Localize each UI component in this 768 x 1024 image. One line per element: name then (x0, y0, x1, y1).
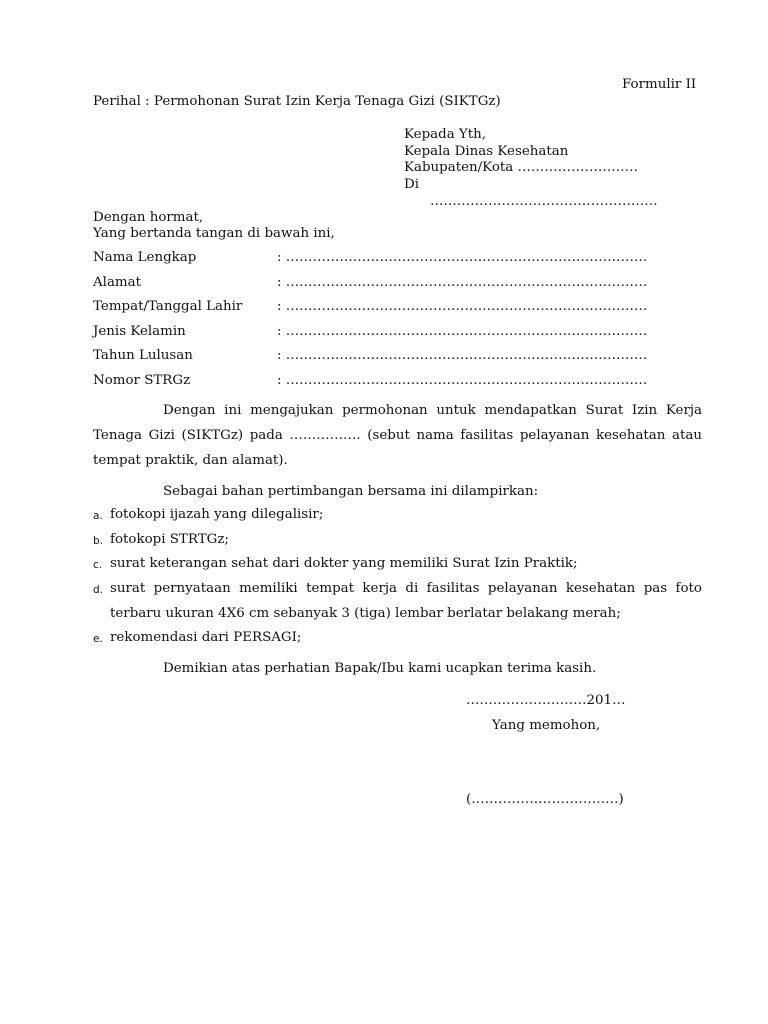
list-item-text: surat keterangan sehat dari dokter yang memiliki Surat Izin Praktik; (110, 556, 578, 571)
undersigned-intro: Yang bertanda tangan di bawah ini, (93, 226, 335, 241)
applicant-label: Yang memohon, (492, 718, 601, 733)
addressee-office: Kepala Dinas Kesehatan (404, 144, 569, 159)
list-item-text: fotokopi ijazah yang dilegalisir; (110, 507, 324, 522)
attachments-intro: Sebagai bahan pertimbangan bersama ini dilampirkan: (163, 484, 539, 499)
request-paragraph: Dengan ini mengajukan permohonan untuk mendapatkan Surat Izin Kerja Tenaga Gizi (SIKTGz) pada ……………. (sebut nama fasilitas pelayanan kesehatan atau tempat praktik, dan alamat). (93, 403, 702, 468)
field-blank: : ……………………………………………………………………… (277, 299, 648, 314)
addressee-city: Kabupaten/Kota ……………………… (404, 160, 639, 175)
closing-thanks: Demikian atas perhatian Bapak/Ibu kami ucapkan terima kasih. (163, 661, 597, 676)
field-label: Tempat/Tanggal Lahir (93, 299, 243, 314)
field-label: Tahun Lulusan (93, 348, 193, 363)
date-line: ………………………201… (466, 693, 626, 708)
list-marker: c. (93, 559, 103, 571)
addressee-salutation: Kepada Yth, (404, 127, 487, 142)
list-marker: a. (93, 510, 103, 522)
list-item-text: rekomendasi dari PERSAGI; (110, 630, 302, 645)
list-item-text: fotokopi STRTGz; (110, 532, 229, 547)
list-marker: b. (93, 535, 104, 547)
subject-line: Perihal : Permohonan Surat Izin Kerja Tenaga Gizi (SIKTGz) (93, 94, 501, 109)
field-blank: : ……………………………………………………………………… (277, 250, 648, 265)
addressee-at: Di (404, 177, 420, 192)
field-blank: : ……………………………………………………………………… (277, 348, 648, 363)
field-label: Nomor STRGz (93, 373, 191, 388)
list-item-text: surat pernyataan memiliki tempat kerja di fasilitas pelayanan kesehatan pas foto terbaru ukuran 4X6 cm sebanyak 3 (tiga) lembar berlatar belakang merah; (110, 581, 702, 621)
form-label: Formulir II (622, 77, 697, 92)
field-label: Nama Lengkap (93, 250, 197, 265)
field-label: Alamat (93, 275, 141, 290)
field-blank: : ……………………………………………………………………… (277, 373, 648, 388)
signature-line: (……………………………) (466, 792, 624, 807)
field-blank: : ……………………………………………………………………… (277, 275, 648, 290)
list-marker: e. (93, 633, 103, 645)
greeting: Dengan hormat, (93, 210, 204, 225)
list-marker: d. (93, 584, 104, 596)
field-label: Jenis Kelamin (93, 324, 186, 339)
field-blank: : ……………………………………………………………………… (277, 324, 648, 339)
addressee-place: …………………………………………… (430, 194, 658, 209)
